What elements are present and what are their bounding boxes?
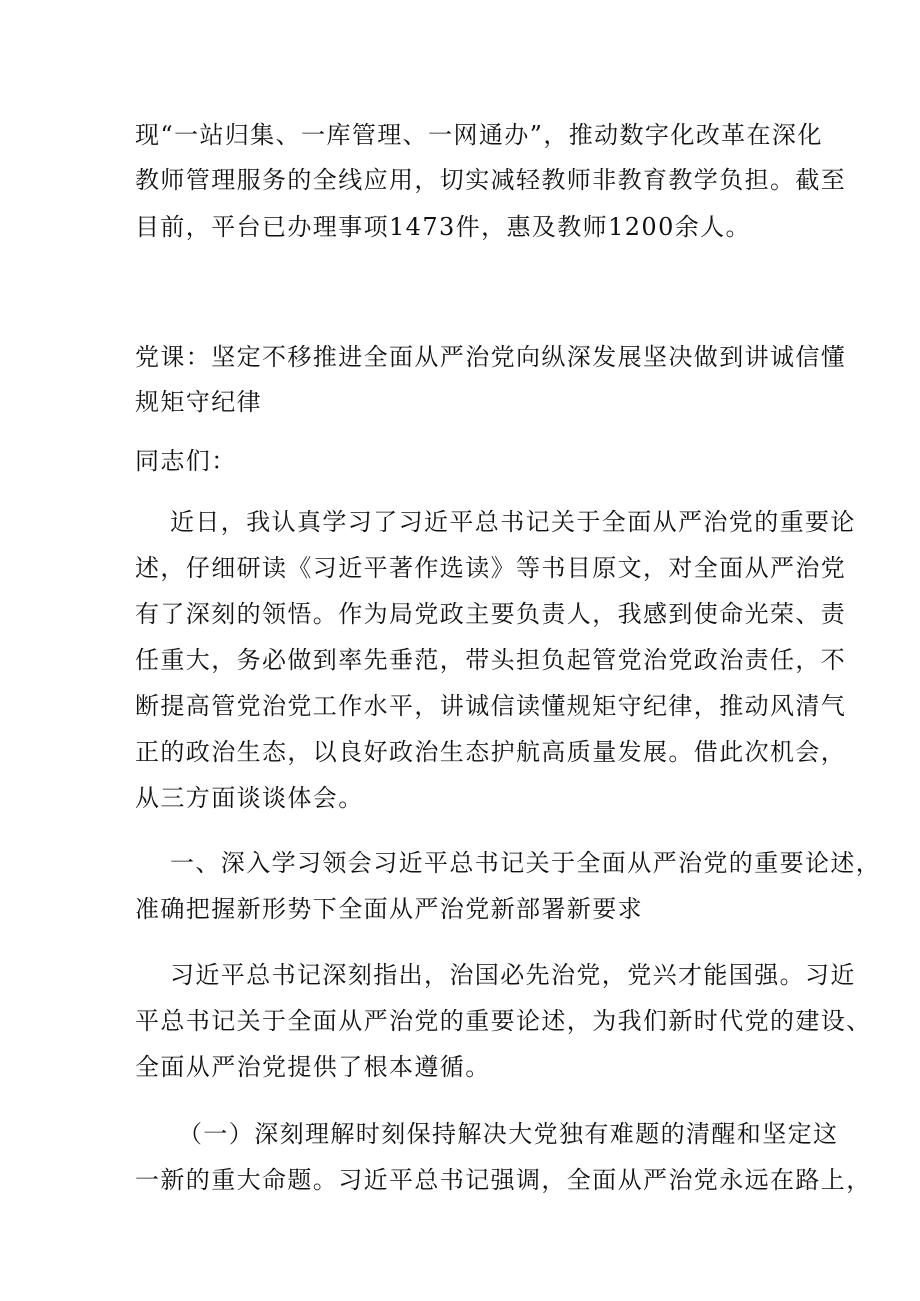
text-line: 近日，我认真学习了习近平总书记关于全面从严治党的重要论 bbox=[170, 508, 856, 536]
text-line: 平总书记关于全面从严治党的重要论述，为我们新时代党的建设、 bbox=[135, 1007, 872, 1035]
heading-line: 准确把握新形势下全面从严治党新部署新要求 bbox=[135, 895, 643, 923]
text-line: 正的政治生态，以良好政治生态护航高质量发展。借此次机会， bbox=[135, 738, 847, 766]
text-line: 述，仔细研读《习近平著作选读》等书目原文，对全面从严治党 bbox=[135, 554, 847, 582]
title-line: 规矩守纪律 bbox=[135, 388, 262, 416]
text-line: 有了深刻的领悟。作为局党政主要负责人，我感到使命光荣、责 bbox=[135, 600, 847, 628]
text-line: 一新的重大命题。习近平总书记强调，全面从严治党永远在路上， bbox=[135, 1166, 872, 1194]
text-line: 教师管理服务的全线应用，切实减轻教师非教育教学负担。截至 bbox=[135, 166, 847, 194]
text-line: （一）深刻理解时刻保持解决大党独有难题的清醒和坚定这 bbox=[178, 1120, 839, 1148]
text-line: 任重大，务必做到率先垂范，带头担负起管党治党政治责任，不 bbox=[135, 646, 847, 674]
text-line: 目前，平台已办理事项1473件，惠及教师1200余人。 bbox=[135, 213, 751, 241]
title-line: 党课：坚定不移推进全面从严治党向纵深发展坚决做到讲诚信懂 bbox=[135, 343, 847, 371]
text-line: 从三方面谈谈体会。 bbox=[135, 784, 364, 812]
text-line: 全面从严治党提供了根本遵循。 bbox=[135, 1053, 491, 1081]
text-line: 习近平总书记深刻指出，治国必先治党，党兴才能国强。习近 bbox=[170, 961, 856, 989]
text-line: 现“一站归集、一库管理、一网通办”，推动数字化改革在深化 bbox=[135, 121, 823, 149]
heading-line: 一、深入学习领会习近平总书记关于全面从严治党的重要论述， bbox=[170, 849, 882, 877]
text-line: 断提高管党治党工作水平，讲诚信读懂规矩守纪律，推动风清气 bbox=[135, 692, 847, 720]
salutation: 同志们： bbox=[135, 447, 237, 475]
